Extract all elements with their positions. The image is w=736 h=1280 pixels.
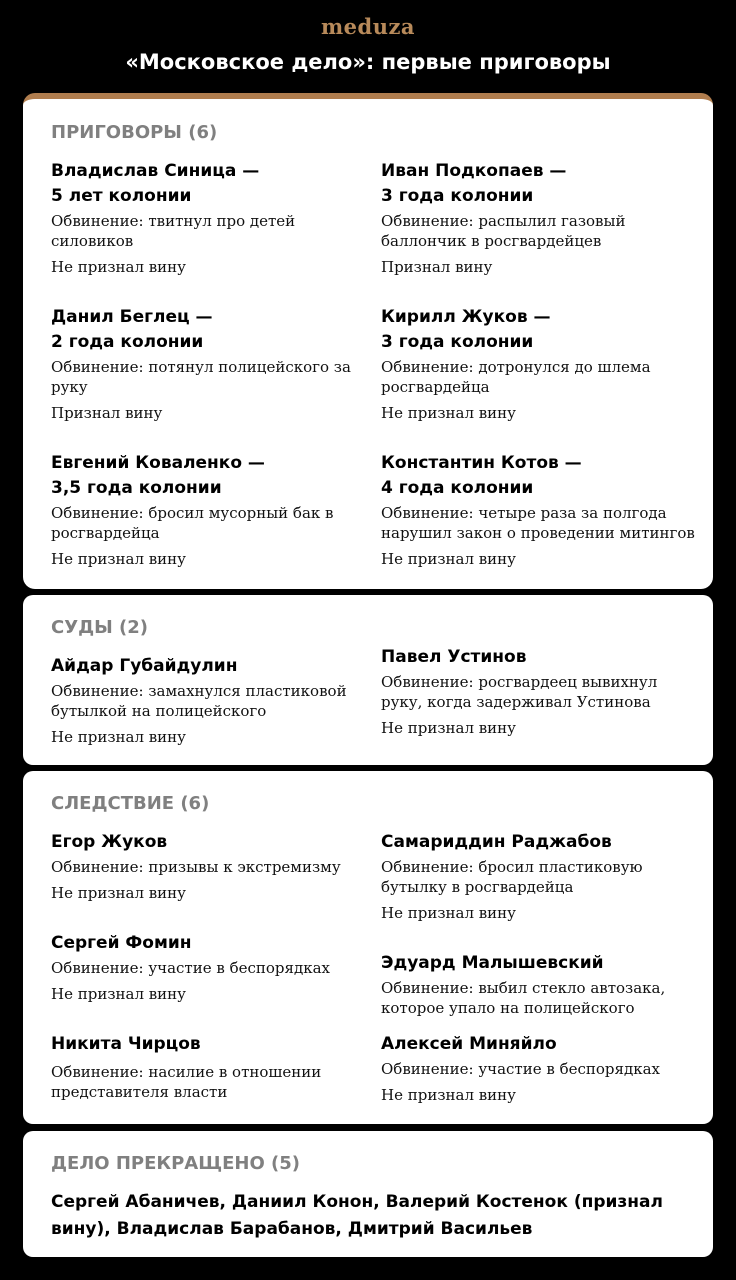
plea-text: Не признал вину (51, 884, 187, 902)
sentence-entry (51, 159, 361, 277)
sentence-entry (381, 451, 701, 569)
person-name: Данил Беглец — 2 года колонии (51, 307, 213, 352)
charge-text: Обвинение: призывы к экстремизму (51, 858, 341, 876)
courts-section-title: СУДЫ (2) (51, 617, 149, 638)
sentence-entry (381, 159, 701, 277)
courts-card (23, 595, 713, 765)
charge-text: Обвинение: насилие в отношении представителя власти (51, 1063, 322, 1101)
investigation-card (23, 771, 713, 1124)
person-name: Евгений Коваленко — 3,5 года колонии (51, 453, 265, 498)
investigation-entry (381, 830, 701, 923)
plea-text: Не признал вину (381, 719, 517, 737)
plea-text: Не признал вину (381, 550, 517, 568)
charge-text: Обвинение: дотронулся до шлема росгвардейца (381, 358, 651, 396)
investigation-entry (381, 1032, 701, 1105)
sentence-entry (51, 305, 361, 423)
charge-text: Обвинение: потянул полицейского за руку (51, 358, 351, 396)
charge-text: Обвинение: участие в беспорядках (51, 959, 330, 977)
closed-section-title: ДЕЛО ПРЕКРАЩЕНО (5) (51, 1153, 301, 1174)
person-name: Константин Котов — 4 года колонии (381, 453, 582, 498)
person-name: Алексей Миняйло (381, 1034, 557, 1054)
plea-text: Признал вину (381, 258, 493, 276)
sentence-entry (51, 451, 361, 569)
page-title: «Московское дело»: первые приговоры (125, 50, 611, 74)
plea-text: Не признал вину (51, 258, 187, 276)
court-entry (51, 654, 361, 747)
investigation-entry (51, 830, 361, 903)
charge-text: Обвинение: выбил стекло автозака, которое упало на полицейского (381, 979, 666, 1017)
investigation-entry (51, 1032, 361, 1102)
person-name: Никита Чирцов (51, 1034, 201, 1054)
person-name: Кирилл Жуков — 3 года колонии (381, 307, 551, 352)
person-name: Сергей Фомин (51, 933, 192, 953)
plea-text: Не признал вину (51, 985, 187, 1003)
sentence-entry (381, 305, 701, 423)
plea-text: Не признал вину (51, 728, 187, 746)
closed-names-list: Сергей Абаничев, Даниил Конон, Валерий Костенок (признал вину), Владислав Барабанов, Дмитрий Васильев (51, 1192, 663, 1239)
investigation-section-title: СЛЕДСТВИЕ (6) (51, 793, 210, 814)
charge-text: Обвинение: росгвардеец вывихнул руку, когда задерживал Устинова (381, 673, 658, 711)
plea-text: Не признал вину (381, 404, 517, 422)
person-name: Павел Устинов (381, 647, 527, 667)
plea-text: Не признал вину (381, 904, 517, 922)
investigation-entry (381, 951, 701, 1018)
person-name: Егор Жуков (51, 832, 168, 852)
person-name: Иван Подкопаев — 3 года колонии (381, 161, 567, 206)
charge-text: Обвинение: бросил пластиковую бутылку в росгвардейца (381, 858, 643, 896)
person-name: Самариддин Раджабов (381, 832, 612, 852)
person-name: Владислав Синица — 5 лет колонии (51, 161, 260, 206)
sentences-section-title: ПРИГОВОРЫ (6) (51, 122, 218, 143)
plea-text: Не признал вину (51, 550, 187, 568)
closed-card (23, 1131, 713, 1257)
person-name: Эдуард Малышевский (381, 953, 604, 973)
person-name: Айдар Губайдулин (51, 656, 238, 676)
court-entry (381, 645, 701, 738)
plea-text: Не признал вину (381, 1086, 517, 1104)
charge-text: Обвинение: распылил газовый баллончик в росгвардейцев (381, 212, 626, 250)
meduza-logo: meduza (320, 14, 416, 39)
charge-text: Обвинение: твитнул про детей силовиков (51, 212, 296, 250)
charge-text: Обвинение: участие в беспорядках (381, 1060, 660, 1078)
charge-text: Обвинение: бросил мусорный бак в росгвардейца (51, 504, 334, 542)
investigation-entry (51, 931, 361, 1004)
sentences-card (23, 93, 713, 589)
charge-text: Обвинение: четыре раза за полгода нарушил закон о проведении митингов (381, 504, 695, 542)
charge-text: Обвинение: замахнулся пластиковой бутылкой на полицейского (51, 682, 347, 720)
plea-text: Признал вину (51, 404, 163, 422)
